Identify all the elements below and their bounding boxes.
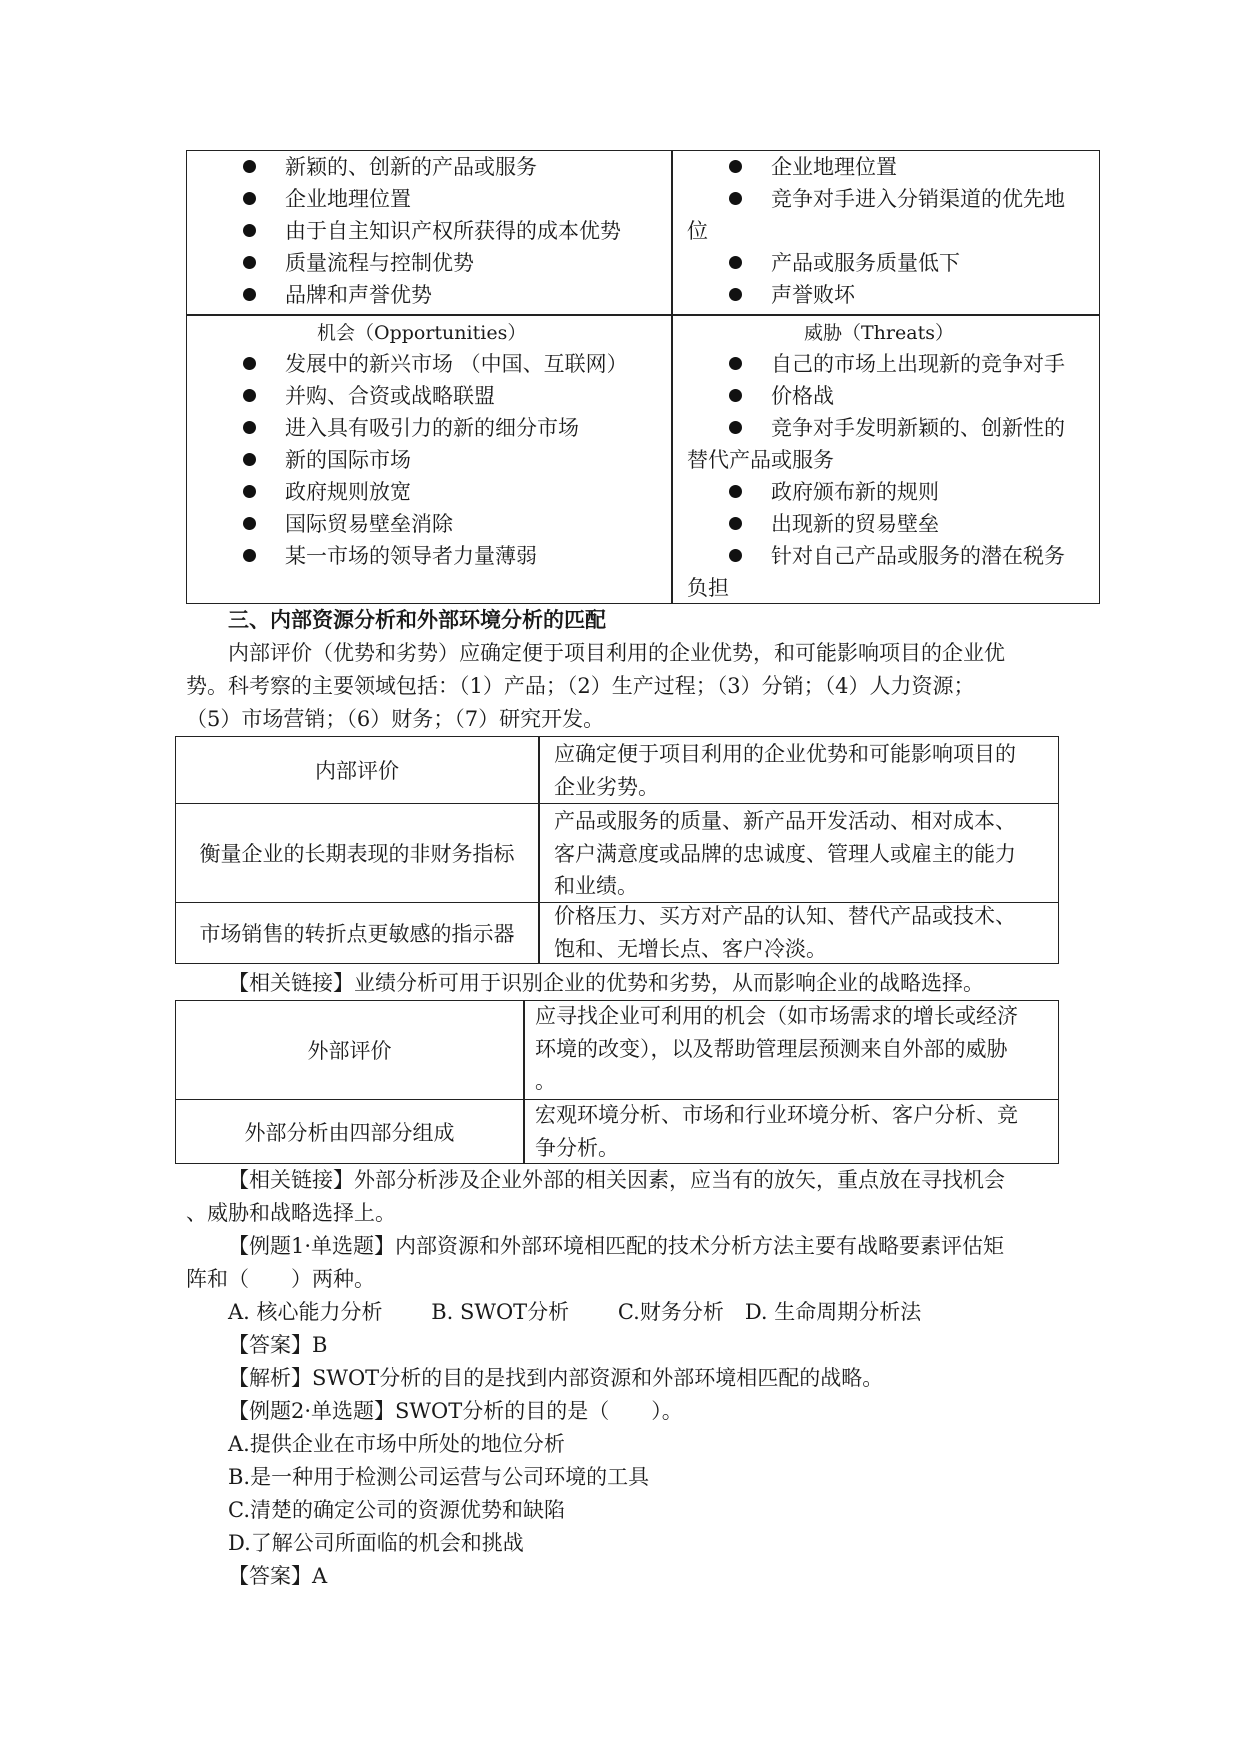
- list-item: 某一市场的领导者力量薄弱: [243, 540, 537, 573]
- bullet-icon: [243, 192, 256, 205]
- table-cell-content: 宏观环境分析、市场和行业环境分析、客户分析、竞 争分析。: [535, 1103, 1018, 1160]
- list-item: 竞争对手发明新颖的、创新性的: [729, 412, 1065, 445]
- list-item: 价格战: [729, 380, 834, 413]
- list-item: 并购、合资或战略联盟: [243, 380, 495, 413]
- list-item: 出现新的贸易壁垒: [729, 508, 939, 541]
- list-item-continuation: 负担: [687, 576, 729, 600]
- example-answer: 【答案】B: [228, 1333, 328, 1357]
- list-item: 声誉败坏: [729, 279, 855, 312]
- related-link: 【相关链接】业绩分析可用于识别企业的优势和劣势，从而影响企业的战略选择。: [228, 971, 984, 995]
- section-heading: 三、内部资源分析和外部环境分析的匹配: [228, 607, 606, 632]
- list-item: 竞争对手进入分销渠道的优先地: [729, 183, 1065, 216]
- list-item: 由于自主知识产权所获得的成本优势: [243, 215, 621, 248]
- example-explanation: 【解析】SWOT分析的目的是找到内部资源和外部环境相匹配的战略。: [228, 1366, 884, 1390]
- table-row: [176, 902, 1058, 964]
- bullet-icon: [729, 357, 742, 370]
- table-cell-content: 应确定便于项目利用的企业优势和可能影响项目的 企业劣势。: [554, 742, 1016, 799]
- table-cell-label: 市场销售的转折点更敏感的指示器: [199, 922, 515, 946]
- table-cell-content: 应寻找企业可利用的机会（如市场需求的增长或经济 环境的改变），以及帮助管理层预测来自外部的威胁 。: [535, 1004, 1018, 1093]
- table-cell-label: 内部评价: [315, 759, 399, 783]
- threats-heading: 威胁（Threats）: [804, 322, 954, 344]
- swot-table: [186, 150, 1100, 604]
- table-cell-label: 衡量企业的长期表现的非财务指标: [199, 841, 515, 866]
- list-item: 产品或服务质量低下: [729, 247, 960, 280]
- example-question: 【例题1·单选题】内部资源和外部环境相匹配的技术分析方法主要有战略要素评估矩: [228, 1234, 1005, 1258]
- internal-evaluation-table: [175, 736, 1059, 964]
- example-options: A. 核心能力分析 B. SWOT分析 C.财务分析 D. 生命周期分析法: [228, 1300, 922, 1324]
- example-option: D.了解公司所面临的机会和挑战: [228, 1531, 524, 1555]
- bullet-icon: [729, 192, 742, 205]
- bullet-icon: [729, 160, 742, 173]
- paragraph-line: 内部评价（优势和劣势）应确定便于项目利用的企业优势，和可能影响项目的企业优: [228, 641, 1005, 665]
- list-item-continuation: 替代产品或服务: [687, 448, 834, 472]
- bullet-icon: [243, 485, 256, 498]
- example-option: A.提供企业在市场中所处的地位分析: [228, 1432, 565, 1456]
- bullet-icon: [243, 224, 256, 237]
- bullet-icon: [729, 485, 742, 498]
- list-item: 进入具有吸引力的新的细分市场: [243, 412, 579, 445]
- table-row: [176, 803, 1058, 902]
- bullet-icon: [243, 517, 256, 530]
- bullet-icon: [243, 421, 256, 434]
- paragraph-line: 势。科考察的主要领域包括：（1）产品；（2）生产过程；（3）分销；（4）人力资源；: [186, 674, 975, 698]
- external-evaluation-table: [175, 1000, 1059, 1164]
- bullet-icon: [243, 549, 256, 562]
- bullet-icon: [729, 549, 742, 562]
- list-item: 品牌和声誉优势: [243, 279, 432, 312]
- example-option: B.是一种用于检测公司运营与公司环境的工具: [228, 1465, 650, 1489]
- list-item: 发展中的新兴市场 （中国、互联网）: [243, 348, 628, 381]
- list-item: 新的国际市场: [243, 444, 411, 477]
- swot-horizontal-divider: [187, 314, 1099, 316]
- opportunities-heading: 机会（Opportunities）: [317, 322, 527, 344]
- swot-vertical-divider: [671, 151, 673, 603]
- bullet-icon: [729, 389, 742, 402]
- list-item: 政府规则放宽: [243, 476, 411, 509]
- related-link: 【相关链接】外部分析涉及企业外部的相关因素，应当有的放矢，重点放在寻找机会: [228, 1168, 1005, 1192]
- bullet-icon: [243, 160, 256, 173]
- paragraph-line: （5）市场营销；（6）财务；（7）研究开发。: [186, 707, 605, 731]
- table-row: [176, 737, 1058, 803]
- bullet-icon: [243, 288, 256, 301]
- example-answer: 【答案】A: [228, 1564, 328, 1588]
- related-link-continuation: 、威胁和战略选择上。: [186, 1201, 396, 1225]
- list-item: 政府颁布新的规则: [729, 476, 939, 509]
- list-item: 企业地理位置: [243, 183, 411, 216]
- bullet-icon: [243, 389, 256, 402]
- list-item: 自己的市场上出现新的竞争对手: [729, 348, 1065, 381]
- bullet-icon: [243, 357, 256, 370]
- table-row: [176, 1001, 1058, 1099]
- table-row: [176, 1099, 1058, 1164]
- table-cell-label: 外部分析由四部分组成: [244, 1120, 455, 1145]
- bullet-icon: [729, 517, 742, 530]
- bullet-icon: [243, 256, 256, 269]
- table-cell-content: 产品或服务的质量、新产品开发活动、相对成本、 客户满意度或品牌的忠诚度、管理人或雇主的能力 和业绩。: [554, 809, 1016, 898]
- bullet-icon: [729, 421, 742, 434]
- example-question: 【例题2·单选题】SWOT分析的目的是（ ）。: [228, 1399, 683, 1423]
- example-option: C.清楚的确定公司的资源优势和缺陷: [228, 1498, 565, 1522]
- bullet-icon: [729, 288, 742, 301]
- bullet-icon: [729, 256, 742, 269]
- list-item-continuation: 位: [687, 219, 708, 243]
- list-item: 质量流程与控制优势: [243, 247, 474, 280]
- bullet-icon: [243, 453, 256, 466]
- table-cell-label: 外部评价: [307, 1039, 392, 1063]
- example-question-continuation: 阵和（ ）两种。: [186, 1267, 375, 1291]
- list-item: 针对自己产品或服务的潜在税务: [729, 540, 1065, 573]
- list-item: 新颖的、创新的产品或服务: [243, 151, 537, 184]
- table-cell-content: 价格压力、买方对产品的认知、替代产品或技术、 饱和、无增长点、客户冷淡。: [554, 904, 1016, 961]
- list-item: 企业地理位置: [729, 151, 897, 184]
- list-item: 国际贸易壁垒消除: [243, 508, 453, 541]
